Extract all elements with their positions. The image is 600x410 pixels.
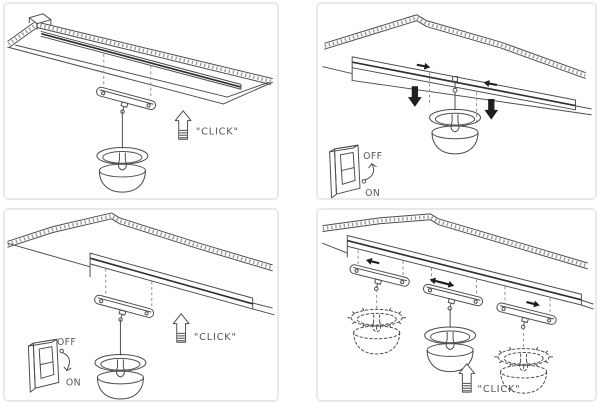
click-indicator bbox=[459, 364, 520, 395]
track-adapter bbox=[346, 264, 410, 298]
track-adapter bbox=[93, 86, 157, 121]
step-panel-switch-off bbox=[316, 2, 597, 200]
switch-rotate-arrow-icon bbox=[60, 349, 71, 370]
slide-left-arrow-icon bbox=[365, 257, 380, 267]
click-up-arrow-icon bbox=[459, 364, 475, 392]
switch-on-label: ON bbox=[65, 377, 81, 389]
step-panel-attach-switch-on bbox=[3, 208, 279, 402]
click-indicator bbox=[173, 314, 236, 343]
wall-switch bbox=[330, 145, 383, 198]
pull-down-arrow-icon bbox=[484, 99, 498, 120]
click-label: "CLICK" bbox=[477, 384, 521, 396]
step-panel-position-pendants bbox=[316, 208, 597, 402]
track bbox=[352, 57, 591, 110]
click-up-arrow-icon bbox=[175, 111, 191, 139]
wall-switch bbox=[28, 337, 81, 392]
switch-off-label: OFF bbox=[363, 150, 383, 162]
pendant-lamp bbox=[430, 109, 481, 154]
slide-right-arrow-icon bbox=[526, 299, 541, 309]
alignment-dashed-line bbox=[358, 250, 403, 275]
track-adapter bbox=[420, 283, 484, 317]
track-adapter bbox=[91, 294, 155, 329]
switch-on-label: ON bbox=[365, 188, 381, 198]
pull-down-arrow-icon bbox=[408, 86, 422, 107]
click-label: "CLICK" bbox=[195, 126, 239, 138]
click-indicator bbox=[175, 111, 238, 139]
switch-rotate-arrow-icon bbox=[362, 164, 376, 183]
track-adapter bbox=[493, 302, 557, 336]
slide-both-arrow-icon bbox=[429, 276, 455, 289]
wall-switch-icon bbox=[28, 339, 58, 392]
click-label: "CLICK" bbox=[193, 332, 237, 344]
switch-off-label: OFF bbox=[56, 337, 77, 349]
ceiling-broken-edge bbox=[8, 213, 274, 315]
mounted-adapter-stem bbox=[453, 77, 458, 93]
click-up-arrow-icon bbox=[173, 314, 189, 342]
slide-left-arrow-icon bbox=[483, 79, 498, 88]
wall-switch-icon bbox=[330, 145, 360, 198]
pendant-lamp bbox=[95, 354, 146, 399]
ghost-pendant-lamp bbox=[346, 307, 407, 354]
pendant-lamp bbox=[97, 148, 148, 193]
step-panel-attach bbox=[3, 2, 279, 200]
